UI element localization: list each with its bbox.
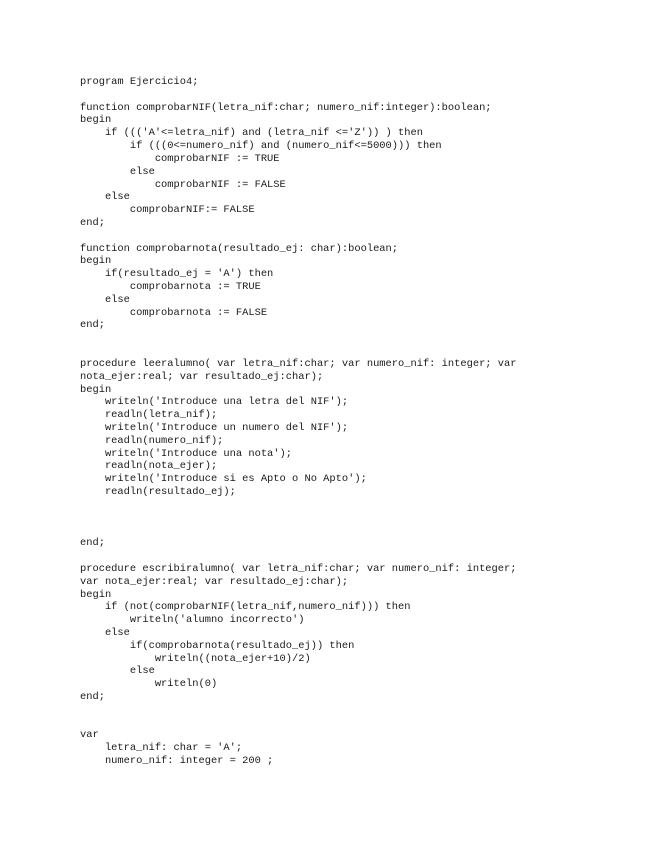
code-line: program Ejercicio4;	[80, 76, 199, 88]
code-line	[80, 512, 640, 525]
code-line: comprobarNIF := FALSE	[80, 178, 286, 191]
code-line	[80, 332, 640, 345]
code-line	[80, 550, 640, 563]
code-line: else	[80, 165, 155, 178]
code-line: comprobarnota := TRUE	[80, 281, 261, 293]
code-line: if ((('A'<=letra_nif) and (letra_nif <='Z')) ) then	[80, 127, 423, 140]
code-line: readln(resultado_ej);	[80, 486, 236, 498]
code-line: nota_ejer:real; var resultado_ej:char);	[80, 370, 324, 383]
code-line: if (((0<=numero_nif) and (numero_nif<=5000))) then	[80, 140, 442, 153]
code-line: letra_nif: char = 'A';	[80, 742, 243, 755]
code-line	[80, 89, 640, 102]
code-line: begin	[80, 255, 112, 268]
code-line: procedure leeralumno( var letra_nif:char; var numero_nif: integer; var	[80, 357, 517, 370]
code-line: readln(numero_nif);	[80, 434, 224, 447]
code-line: end;	[80, 537, 105, 550]
code-line: procedure escribiralumno( var letra_nif:char; var numero_nif: integer;	[80, 562, 517, 575]
code-line: function comprobarNIF(letra_nif:char; numero_nif:integer):boolean;	[80, 101, 492, 114]
code-line: writeln('Introduce si es Apto o No Apto');	[80, 473, 367, 486]
code-line: function comprobarnota(resultado_ej: char):boolean;	[80, 242, 399, 255]
code-line	[80, 524, 640, 537]
code-line: begin	[80, 114, 112, 127]
code-line	[80, 499, 640, 512]
code-line: writeln('Introduce un numero del NIF');	[80, 421, 349, 434]
code-line: begin	[80, 383, 112, 396]
code-line: writeln(0)	[80, 678, 218, 691]
code-line	[80, 345, 640, 358]
code-line: if(comprobarnota(resultado_ej)) then	[80, 639, 355, 652]
code-line: else	[80, 191, 130, 204]
code-line: readln(letra_nif);	[80, 409, 218, 422]
code-line: end;	[80, 216, 105, 229]
code-line	[80, 230, 640, 243]
code-line: writeln((nota_ejer+10)/2)	[80, 652, 311, 665]
code-line: writeln('Introduce una nota');	[80, 447, 293, 460]
code-line: else	[80, 665, 155, 678]
code-line	[80, 704, 640, 717]
code-line: else	[80, 293, 130, 306]
code-line: var nota_ejer:real; var resultado_ej:char);	[80, 575, 349, 588]
code-line: if(resultado_ej = 'A') then	[80, 268, 274, 281]
code-line: end;	[80, 319, 105, 332]
code-listing	[80, 76, 640, 768]
code-line: writeln('Introduce una letra del NIF');	[80, 396, 349, 409]
code-line: var	[80, 729, 99, 742]
code-line: comprobarNIF := TRUE	[80, 152, 280, 165]
code-line	[80, 717, 640, 730]
code-line: else	[80, 626, 130, 639]
code-line: numero_nif: integer = 200 ;	[80, 755, 274, 768]
code-line: end;	[80, 691, 105, 703]
code-line: readln(nota_ejer);	[80, 460, 218, 473]
code-line: if (not(comprobarNIF(letra_nif,numero_nif))) then	[80, 601, 411, 614]
code-line: comprobarnota := FALSE	[80, 306, 268, 319]
code-line: comprobarNIF:= FALSE	[80, 204, 255, 217]
code-line: writeln('alumno incorrecto')	[80, 614, 305, 627]
code-line: begin	[80, 588, 112, 601]
